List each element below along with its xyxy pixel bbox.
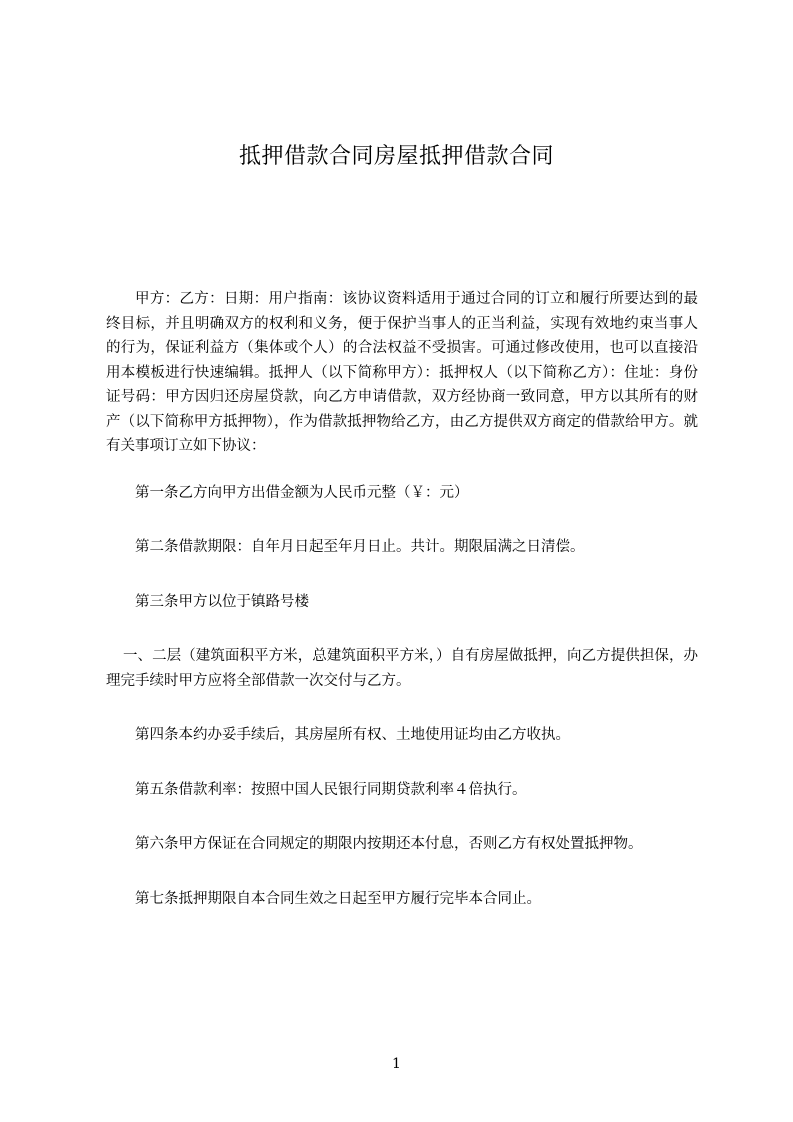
clause-6: 第六条甲方保证在合同规定的期限内按期还本付息，否则乙方有权处置抵押物。	[135, 836, 643, 852]
clause-3-continuation: 一、二层（建筑面积平方米，总建筑面积平方米，）自有房屋做抵押，向乙方提供担保，办理完手续时甲方应将全部借款一次交付与乙方。	[106, 648, 698, 689]
clause-3: 第三条甲方以位于镇路号楼	[135, 593, 309, 610]
document-title: 抵押借款合同房屋抵押借款合同	[238, 144, 554, 169]
clause-4: 第四条本约办妥手续后，其房屋所有权、土地使用证均由乙方收执。	[135, 727, 570, 743]
intro-paragraph: 甲方：乙方：日期：用户指南：该协议资料适用于通过合同的订立和履行所要达到的最终目标，并且明确双方的权利和义务，便于保护当事人的正当利益，实现有效地约束当事人的行为，保证利益方（集体或个人）的合法权益不受损害。可通过修改使用，也可以直接沿用本模板进行快速编辑。抵押人（以下简称甲方）：抵押权人（以下简称乙方）：住址：身份证号码：甲方因归还房屋贷款，向乙方申请借款，双方经协商一致同意，甲方以其所有的财产（以下简称甲方抵押物），作为借款抵押物给乙方，由乙方提供双方商定的借款给甲方。就有关事项订立如下协议：	[106, 291, 698, 454]
page-number: 1	[392, 1056, 401, 1072]
clause-7: 第七条抵押期限自本合同生效之日起至甲方履行完毕本合同止。	[135, 890, 541, 907]
document-body	[106, 287, 698, 941]
clause-1: 第一条乙方向甲方出借金额为人民币元整（￥：元）	[135, 484, 469, 501]
clause-5: 第五条借款利率：按照中国人民银行同期贷款利率４倍执行。	[135, 781, 527, 798]
clause-2: 第二条借款期限：自年月日起至年月日止。共计。期限届满之日清偿。	[135, 539, 585, 555]
